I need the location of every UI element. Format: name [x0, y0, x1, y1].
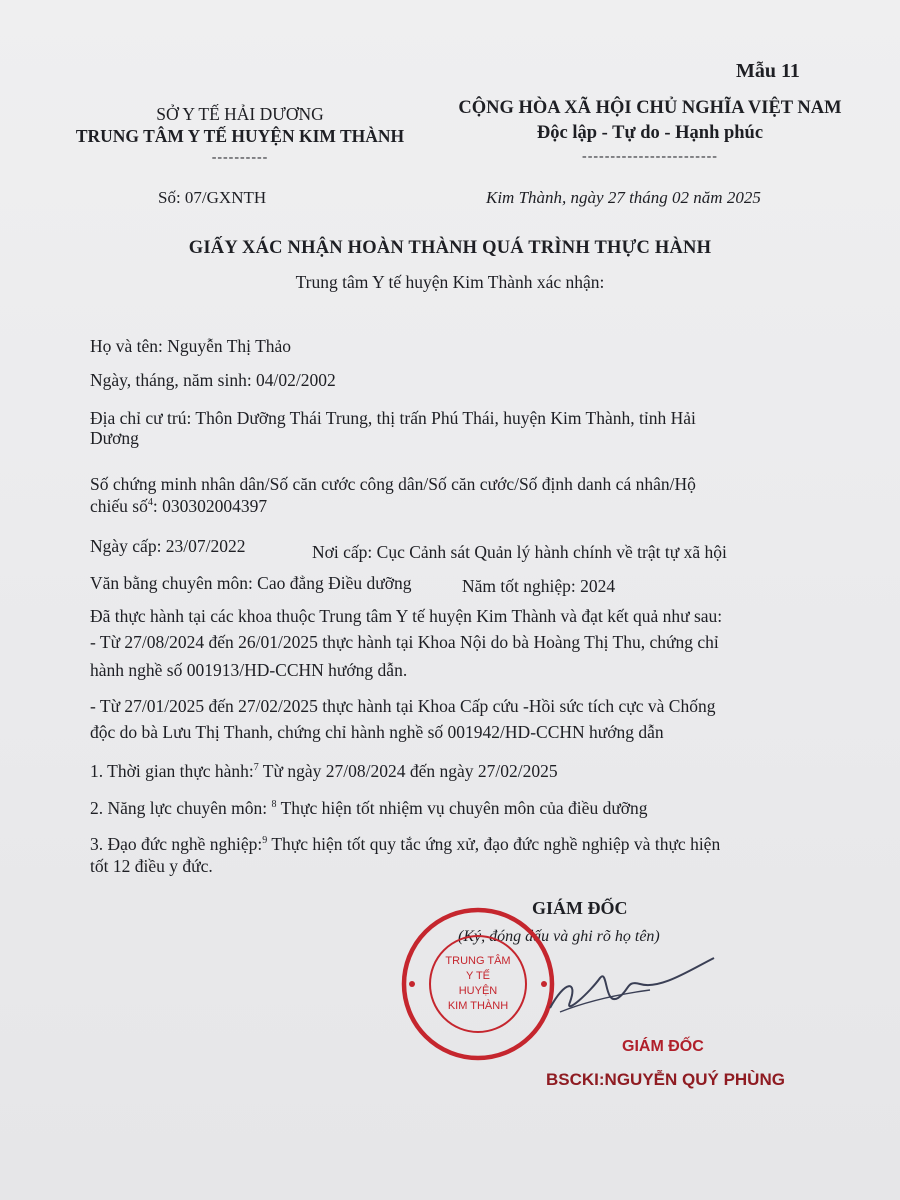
- item-ethics-line-2: tốt 12 điều y đức.: [90, 856, 213, 876]
- footnote-ref: 7: [253, 762, 259, 774]
- item-ethics: 3. Đạo đức nghề nghiệp:$^9$ Thực hiện tốt quy tắc ứng xử, đạo đức nghề nghiệp và thực hiện: [90, 834, 721, 854]
- address-line-2: Dương: [90, 428, 139, 448]
- national-motto-header: [440, 96, 860, 164]
- item-competence: 2. Năng lực chuyên môn: $^8$ Thực hiện tốt nhiệm vụ chuyên môn của điều dưỡng: [90, 798, 648, 818]
- handwritten-signature: [500, 950, 720, 1030]
- id-line-2: [90, 496, 267, 517]
- issue-place: Nơi cấp: Cục Cảnh sát Quản lý hành chính về trật tự xã hội: [312, 542, 727, 562]
- signer-title: GIÁM ĐỐC: [622, 1038, 704, 1055]
- form-number: Mẫu 11: [736, 60, 800, 82]
- issuing-agency-header: [70, 103, 410, 165]
- period-2-line-1: - Từ 27/01/2025 đến 27/02/2025 thực hành tại Khoa Cấp cứu -Hồi sức tích cực và Chống: [90, 696, 716, 716]
- graduation-year: Năm tốt nghiệp: 2024: [462, 576, 616, 596]
- footnote-ref: 4: [147, 497, 153, 509]
- issue-date: Ngày cấp: 23/07/2022: [90, 536, 246, 556]
- period-2-line-2: độc do bà Lưu Thị Thanh, chứng chỉ hành nghề số 001942/HD-CCHN hướng dẫn: [90, 722, 664, 742]
- seal-text-4: KIM THÀNH: [447, 1000, 509, 1012]
- footnote-ref: 9: [262, 835, 268, 847]
- motto: Độc lập - Tự do - Hạnh phúc: [536, 123, 764, 143]
- seal-text-3: HUYỆN: [458, 985, 498, 997]
- seal-text-2: Y TẾ: [465, 970, 491, 982]
- country-name: CỘNG HÒA XÃ HỘI CHỦ NGHĨA VIỆT NAM: [458, 98, 842, 118]
- document-number: Số: 07/GXNTH: [158, 188, 267, 207]
- period-1-line-1: - Từ 27/08/2024 đến 26/01/2025 thực hành tại Khoa Nội do bà Hoàng Thị Thu, chứng chỉ: [90, 632, 719, 652]
- signature-title: GIÁM ĐỐC: [532, 898, 628, 918]
- document-subtitle: Trung tâm Y tế huyện Kim Thành xác nhận:: [295, 272, 605, 292]
- agency-name: TRUNG TÂM Y TẾ HUYỆN KIM THÀNH: [75, 126, 405, 146]
- seal-text-1: TRUNG TÂM: [445, 955, 511, 967]
- id-label: chiếu số: [90, 496, 148, 516]
- footnote-ref: 8: [271, 799, 277, 811]
- degree: Văn bằng chuyên môn: Cao đẳng Điều dưỡng: [90, 573, 412, 593]
- item-practice-time: 1. Thời gian thực hành:$^7$ Từ ngày 27/08/2024 đến ngày 27/02/2025: [90, 761, 558, 781]
- date-of-birth: Ngày, tháng, năm sinh: 04/02/2002: [90, 370, 336, 390]
- id-number: : 030302004397: [152, 496, 268, 516]
- signer-name: BSCKI:NGUYỄN QUÝ PHÙNG: [546, 1070, 785, 1089]
- period-1-line-2: hành nghề số 001913/HD-CCHN hướng dẫn.: [90, 660, 408, 680]
- document-title: GIẤY XÁC NHẬN HOÀN THÀNH QUÁ TRÌNH THỰC HÀNH: [188, 238, 712, 258]
- agency-parent: SỞ Y TẾ HẢI DƯƠNG: [156, 104, 324, 124]
- practice-intro: Đã thực hành tại các khoa thuộc Trung tâm Y tế huyện Kim Thành và đạt kết quả như sau:: [90, 606, 723, 626]
- full-name: Họ và tên: Nguyễn Thị Thảo: [90, 336, 292, 356]
- agency-divider: ----------: [211, 150, 269, 165]
- id-line-1: Số chứng minh nhân dân/Số căn cước công dân/Số căn cước/Số định danh cá nhân/Hộ: [90, 474, 696, 494]
- address-line-1: Địa chỉ cư trú: Thôn Dưỡng Thái Trung, thị trấn Phú Thái, huyện Kim Thành, tỉnh Hải: [90, 408, 696, 428]
- place-and-date: Kim Thành, ngày 27 tháng 02 năm 2025: [486, 188, 761, 207]
- motto-divider: ------------------------: [582, 149, 718, 164]
- signature-note: (Ký, đóng dấu và ghi rõ họ tên): [458, 928, 660, 945]
